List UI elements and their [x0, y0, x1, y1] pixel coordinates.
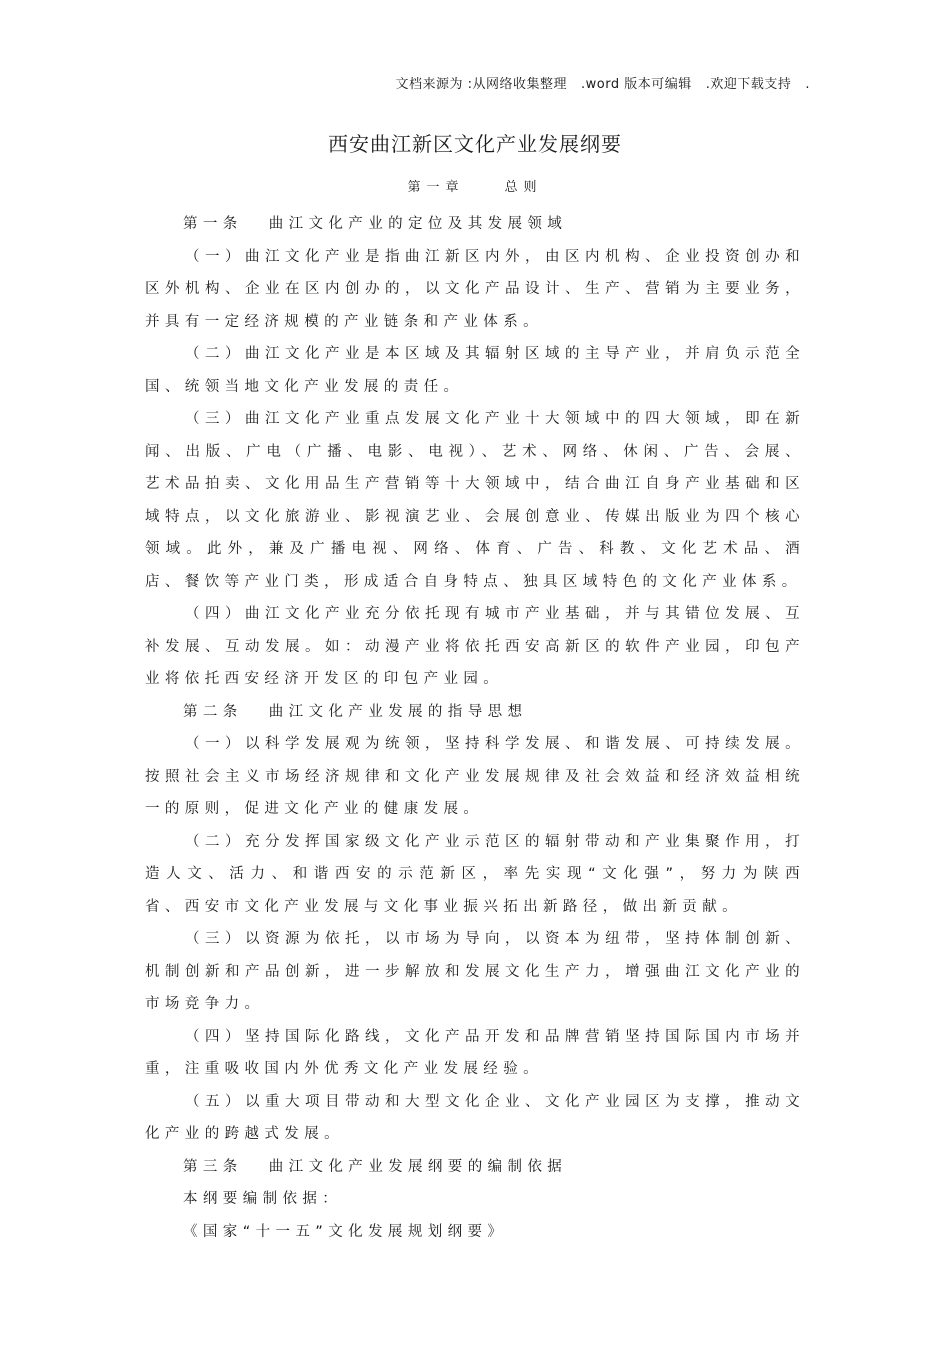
- document-title: 西安曲江新区文化产业发展纲要: [328, 132, 622, 156]
- article-number: 第二条: [183, 703, 243, 720]
- basis-intro: 本纲要编制依据：: [183, 1191, 343, 1207]
- article-heading: [145, 1151, 805, 1184]
- paragraph: （三）曲江文化产业重点发展文化产业十大领域中的四大领域，即在新闻、出版、广电（广播、电影、电视）、艺术、网络、休闲、广告、会展、艺术品拍卖、文化用品生产营销等十大领域中，结合曲江自身产业基础和区域特点，以文化旅游业、影视演艺业、会展创意业、传媒出版业为四个核心领域。此外，兼及广播电视、网络、体育、广告、科教、文化艺术品、酒店、餐饮等产业门类，形成适合自身特点、独具区域特色的文化产业体系。: [145, 411, 805, 590]
- article-number: 第一条: [183, 216, 243, 232]
- paragraph: （五）以重大项目带动和大型文化企业、文化产业园区为支撑，推动文化产业的跨越式发展。: [145, 1093, 805, 1142]
- article-heading: [145, 208, 805, 241]
- article-title: 曲江文化产业发展纲要的编制依据: [268, 1158, 568, 1175]
- article-number: 第三条: [183, 1158, 243, 1175]
- document-body: [145, 208, 805, 1248]
- basis-item: 《国家“十一五”文化发展规划纲要》: [183, 1223, 508, 1240]
- paragraph: （一）曲江文化产业是指曲江新区内外，由区内机构、企业投资创办和区外机构、企业在区内创办的，以文化产品设计、生产、营销为主要业务，并具有一定经济规模的产业链条和产业体系。: [145, 248, 805, 330]
- chapter-number: 第一章: [407, 180, 465, 195]
- article-title: 曲江文化产业的定位及其发展领域: [268, 216, 568, 232]
- paragraph: （二）曲江文化产业是本区域及其辐射区域的主导产业，并肩负示范全国、统领当地文化产业发展的责任。: [145, 346, 805, 395]
- paragraph: （一）以科学发展观为统领，坚持科学发展、和谐发展、可持续发展。按照社会主义市场经济规律和文化产业发展规律及社会效益和经济效益相统一的原则，促进文化产业的健康发展。: [145, 736, 805, 817]
- paragraph: （三）以资源为依托，以市场为导向，以资本为纽带，坚持体制创新、机制创新和产品创新，进一步解放和发展文化生产力，增强曲江文化产业的市场竞争力。: [145, 931, 805, 1012]
- paragraph: （四）坚持国际化路线，文化产品开发和品牌营销坚持国际国内市场并重，注重吸收国内外优秀文化产业发展经验。: [145, 1028, 805, 1077]
- header-period: .: [805, 77, 810, 92]
- paragraph: （二）充分发挥国家级文化产业示范区的辐射带动和产业集聚作用，打造人文、活力、和谐西安的示范新区，率先实现“文化强”，努力为陕西省、西安市文化产业发展与文化事业振兴拓出新路径，做出新贡献。: [145, 833, 805, 915]
- page-header: [150, 73, 810, 92]
- article-heading: [145, 696, 805, 729]
- header-welcome-text: .欢迎下载支持: [705, 77, 792, 92]
- paragraph: （四）曲江文化产业充分依托现有城市产业基础，并与其错位发展、互补发展、互动发展。如：动漫产业将依托西安高新区的软件产业园，印包产业将依托西安经济开发区的印包产业园。: [145, 606, 805, 687]
- header-source-text: 文档来源为 :从网络收集整理: [395, 77, 567, 92]
- chapter-name: 总则: [504, 180, 543, 195]
- article-title: 曲江文化产业发展的指导思想: [268, 703, 528, 720]
- header-editable-text: .word 版本可编辑: [580, 77, 692, 92]
- chapter-heading: [0, 176, 950, 195]
